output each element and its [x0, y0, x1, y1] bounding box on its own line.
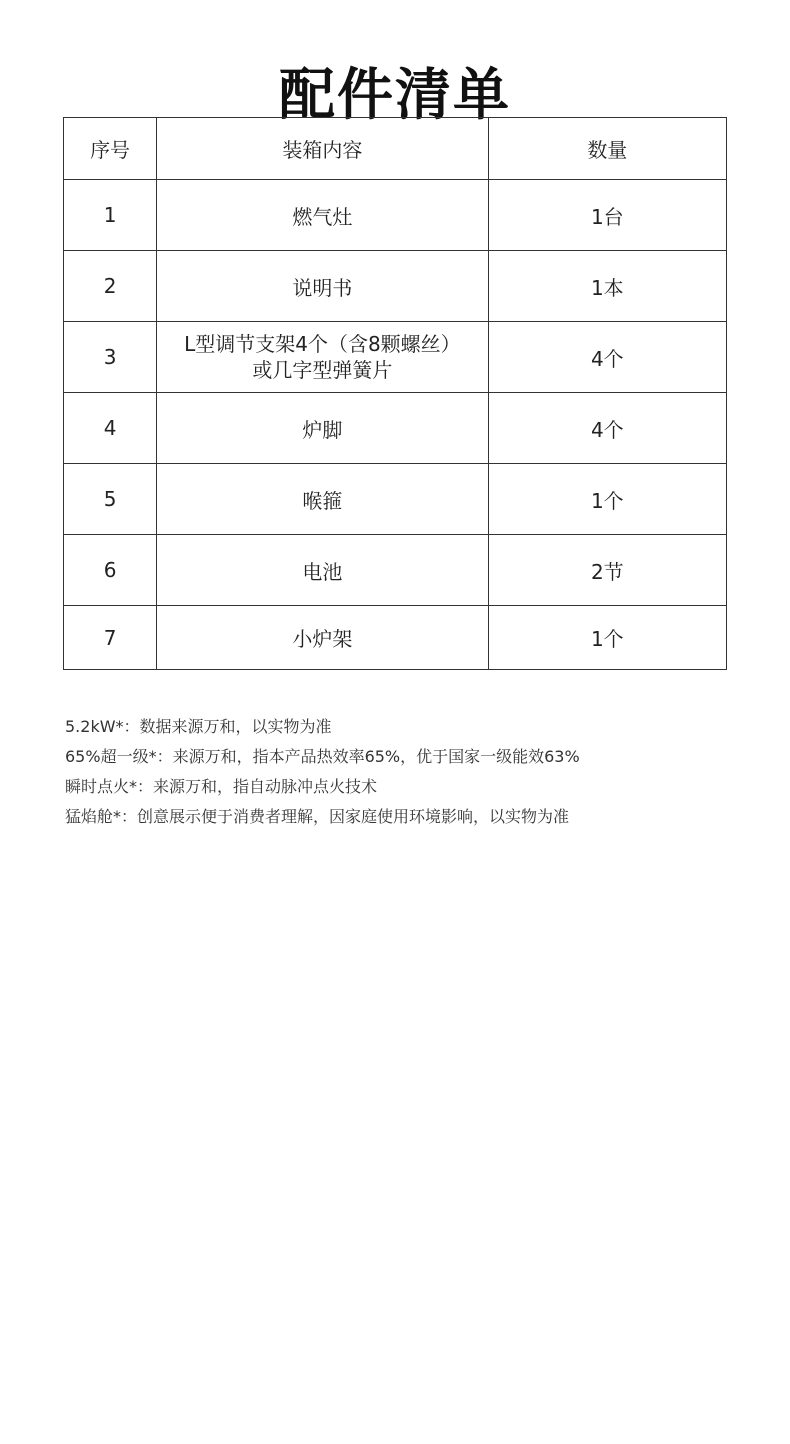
cell-index: 5: [64, 464, 157, 535]
cell-content-line-2: 或几字型弹簧片: [252, 358, 393, 382]
footnote-ignition: 瞬时点火*：来源万和，指自动脉冲点火技术: [65, 777, 378, 796]
cell-index: 3: [64, 322, 157, 393]
footnote-efficiency: 65%超一级*：来源万和，指本产品热效率65%，优于国家一级能效63%: [65, 747, 580, 766]
footnote-flame-chamber: 猛焰舱*：创意展示便于消费者理解，因家庭使用环境影响，以实物为准: [65, 807, 570, 826]
cell-quantity: 1本: [488, 251, 726, 322]
table-row: [64, 535, 727, 606]
cell-quantity: 2节: [488, 535, 726, 606]
cell-content-line-1: L型调节支架4个（含8颗螺丝）: [184, 332, 461, 356]
table-row: [64, 393, 727, 464]
cell-index: 7: [64, 606, 157, 670]
cell-index: 6: [64, 535, 157, 606]
cell-quantity: 1台: [488, 180, 726, 251]
cell-quantity: 1个: [488, 606, 726, 670]
cell-content: 喉箍: [157, 464, 489, 535]
cell-content: 燃气灶: [157, 180, 489, 251]
cell-content: 炉脚: [157, 393, 489, 464]
header-content: 装箱内容: [157, 118, 489, 180]
header-quantity: 数量: [488, 118, 726, 180]
cell-quantity: 4个: [488, 393, 726, 464]
table-row: [64, 322, 727, 393]
page-title: 配件清单: [279, 61, 511, 128]
cell-index: 1: [64, 180, 157, 251]
table-row: [64, 251, 727, 322]
table-row: [64, 606, 727, 670]
footnote-power: 5.2kW*：数据来源万和，以实物为准: [65, 717, 332, 736]
cell-quantity: 4个: [488, 322, 726, 393]
cell-quantity: 1个: [488, 464, 726, 535]
table-row: [64, 464, 727, 535]
cell-content: 电池: [157, 535, 489, 606]
header-index: 序号: [64, 118, 157, 180]
cell-index: 4: [64, 393, 157, 464]
cell-content: 小炉架: [157, 606, 489, 670]
footnotes: [65, 712, 745, 832]
table-row: [64, 180, 727, 251]
cell-index: 2: [64, 251, 157, 322]
parts-table: [63, 117, 727, 670]
table-header-row: [64, 118, 727, 180]
cell-content: 说明书: [157, 251, 489, 322]
cell-content: [157, 322, 489, 393]
